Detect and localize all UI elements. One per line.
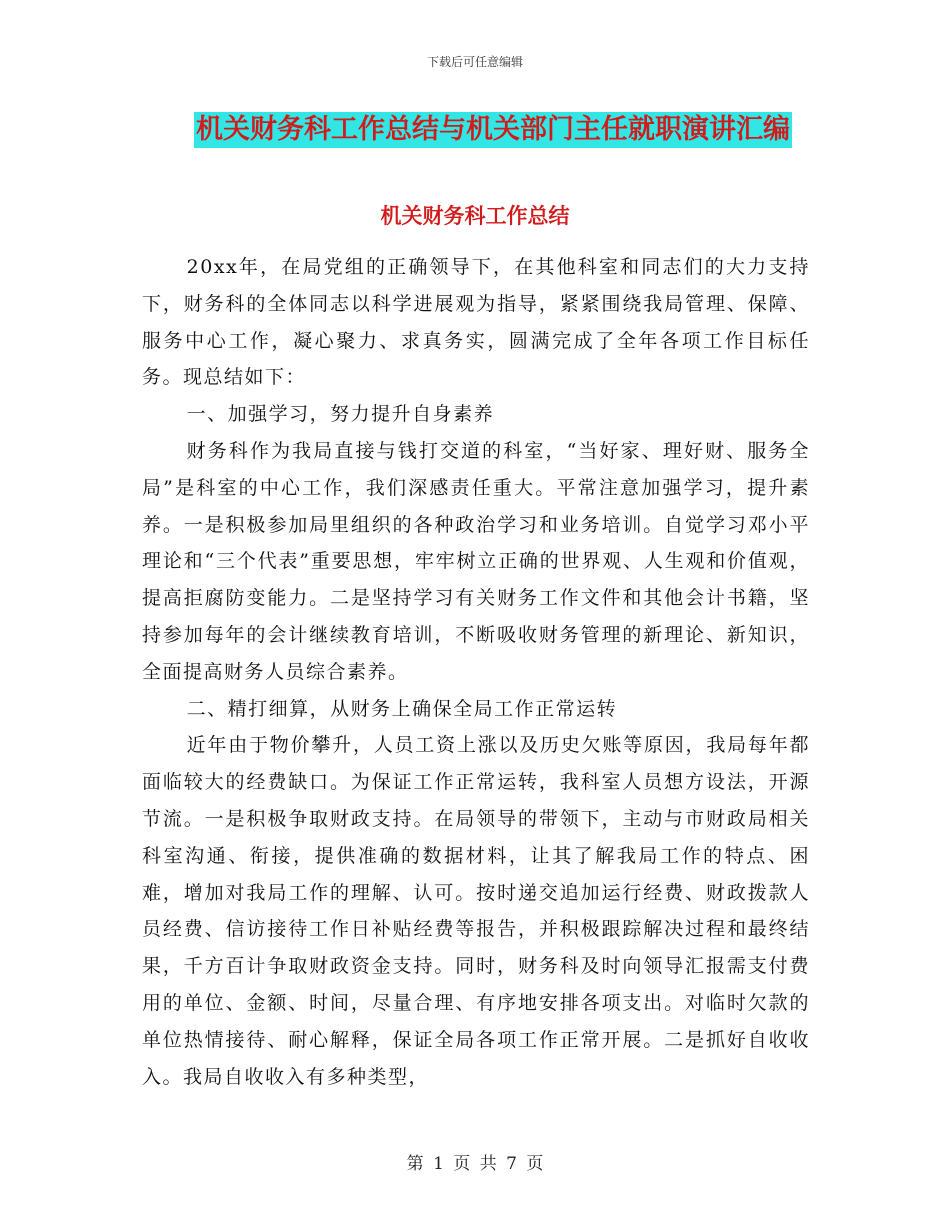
paragraph-section-one: 财务科作为我局直接与钱打交道的科室，“当好家、理好财、服务全局”是科室的中心工作，我们深感责任重大。平常注意加强学习，提升素养。一是积极参加局里组织的各种政治学习和业务培训。自觉学习邓小平理论和“三个代表”重要思想，牢牢树立正确的世界观、人生观和价值观，提高拒腐防变能力。二是坚持学习有关财务工作文件和其他会计书籍，坚持参加每年的会计继续教育培训，不断吸收财务管理的新理论、新知识，全面提高财务人员综合素养。 xyxy=(142,439,810,683)
page-header-note: 下载后可任意编辑 xyxy=(426,55,523,69)
document-body xyxy=(142,249,810,1095)
heading-section-two: 二、精打细算，从财务上确保全局工作正常运转 xyxy=(186,697,618,720)
page-number: 第 1 页 共 7 页 xyxy=(406,1154,544,1174)
document-title-text: 机关财务科工作总结与机关部门主任就职演讲汇编 xyxy=(194,112,792,148)
paragraph-section-two: 近年由于物价攀升，人员工资上涨以及历史欠账等原因，我局每年都面临较大的经费缺口。为保证工作正常运转，我科室人员想方设法，开源节流。一是积极争取财政支持。在局领导的带领下，主动与市财政局相关科室沟通、衔接，提供准确的数据材料，让其了解我局工作的特点、困难，增加对我局工作的理解、认可。按时递交追加运行经费、财政拨款人员经费、信访接待工作日补贴经费等报告，并积极跟踪解决过程和最终结果，千方百计争取财政资金支持。同时，财务科及时向领导汇报需支付费用的单位、金额、时间，尽量合理、有序地安排各项支出。对临时欠款的单位热情接待、耐心解释，保证全局各项工作正常开展。二是抓好自收收入。我局自收收入有多种类型， xyxy=(142,734,810,1088)
document-title xyxy=(0,112,950,148)
heading-section-one: 一、加强学习，努力提升自身素养 xyxy=(186,403,495,426)
paragraph-intro: 20xx年，在局党组的正确领导下，在其他科室和同志们的大力支持下，财务科的全体同志以科学进展观为指导，紧紧围绕我局管理、保障、服务中心工作，凝心聚力、求真务实，圆满完成了全年各项工作目标任务。现总结如下： xyxy=(142,256,810,389)
section-title: 机关财务科工作总结 xyxy=(380,204,570,228)
